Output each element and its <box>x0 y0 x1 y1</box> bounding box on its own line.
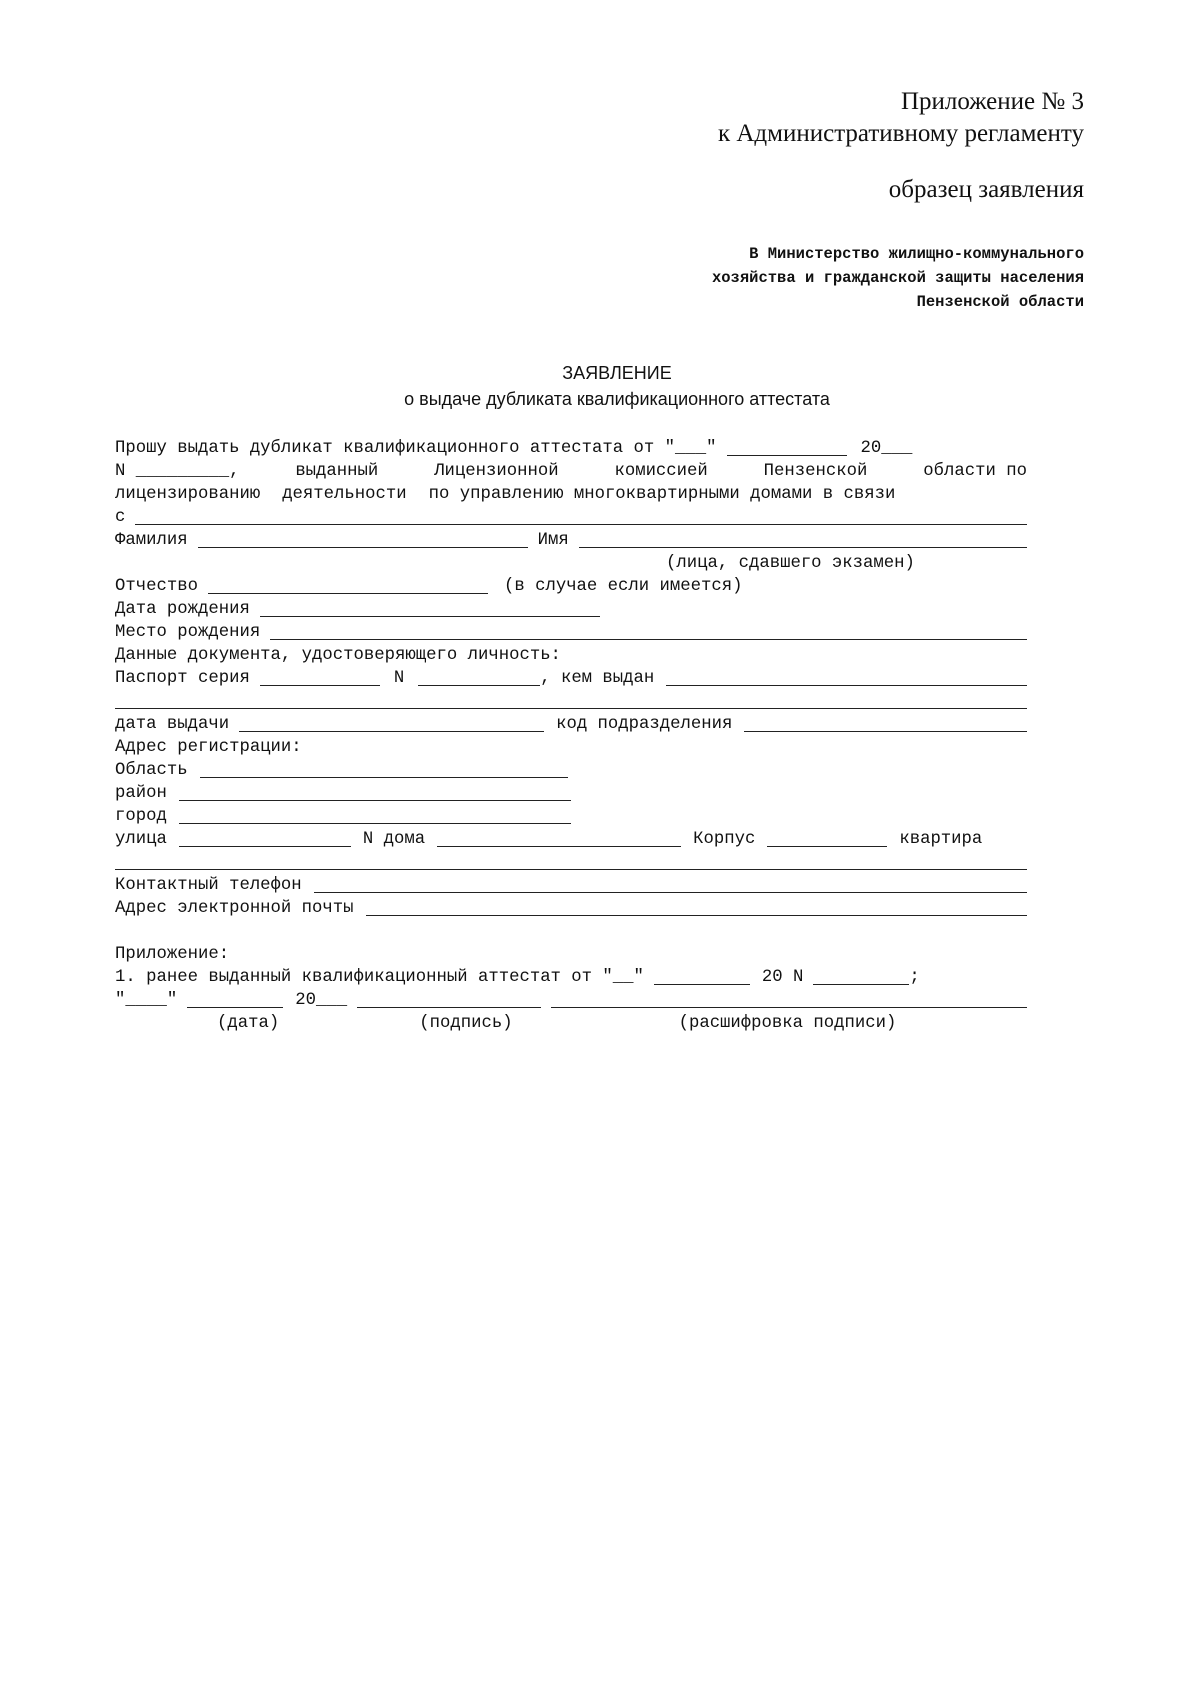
region-row <box>115 759 1027 782</box>
passport-series-label: Паспорт серия <box>115 669 250 688</box>
address-heading-row <box>115 736 1027 759</box>
signature-month-field[interactable] <box>187 990 283 1008</box>
phone-field[interactable] <box>314 875 1027 893</box>
request-text-1: Прошу выдать дубликат квалификационного аттестата от "___" <box>115 439 717 458</box>
issue-date-label: дата выдачи <box>115 715 230 734</box>
signature-decoding-field[interactable] <box>551 990 1027 1008</box>
apartment-field[interactable] <box>115 852 1027 870</box>
person-hint-row <box>115 552 1027 575</box>
request-reason-label: с <box>115 508 126 527</box>
attachment-year-number: 20 N <box>761 968 804 987</box>
attachment-item-end: ; <box>909 968 920 987</box>
birth-place-row <box>115 621 1027 644</box>
division-code-label: код подразделения <box>556 715 733 734</box>
person-hint: (лица, сдавшего экзамен) <box>666 554 915 573</box>
request-line-3 <box>115 483 1027 506</box>
attachment-number-field[interactable] <box>813 967 909 985</box>
name-label: Имя <box>537 531 569 550</box>
patronymic-field[interactable] <box>208 576 488 594</box>
district-field[interactable] <box>179 783 571 801</box>
surname-name-row <box>115 529 1027 552</box>
attestat-date-month-field[interactable] <box>727 438 847 456</box>
birth-date-field[interactable] <box>260 599 600 617</box>
document-title <box>0 360 1200 412</box>
request-word: области по <box>923 462 1027 481</box>
birth-place-label: Место рождения <box>115 623 261 642</box>
city-label: город <box>115 807 167 826</box>
region-label: Область <box>115 761 188 780</box>
signature-labels-row <box>115 1012 1027 1035</box>
identity-heading-row <box>115 644 1027 667</box>
signature-day: "____" <box>115 991 178 1010</box>
division-code-field[interactable] <box>744 714 1027 732</box>
city-field[interactable] <box>179 806 571 824</box>
attestat-number-field[interactable]: N _________, <box>115 462 240 481</box>
surname-field[interactable] <box>198 530 528 548</box>
district-label: район <box>115 784 167 803</box>
city-row <box>115 805 1027 828</box>
issue-date-field[interactable] <box>239 714 544 732</box>
attachment-item-row <box>115 966 1027 989</box>
building-label: Корпус <box>693 830 756 849</box>
label-decoding: (расшифровка подписи) <box>678 1014 897 1033</box>
phone-row <box>115 874 1027 897</box>
surname-label: Фамилия <box>115 531 188 550</box>
appendix-number: Приложение № 3 <box>900 88 1084 115</box>
title-main: ЗАЯВЛЕНИЕ <box>562 363 672 383</box>
request-year: 20___ <box>860 439 913 458</box>
request-line-4 <box>115 506 1027 529</box>
passport-series-field[interactable] <box>260 668 380 686</box>
issued-by-field[interactable] <box>666 668 1027 686</box>
addressee-line-3: Пензенской области <box>916 293 1084 311</box>
request-word: по управлению многоквартирными домами в связи <box>428 485 896 504</box>
issued-by-label: , кем выдан <box>540 669 655 688</box>
patronymic-row <box>115 575 1027 598</box>
name-field[interactable] <box>579 530 1027 548</box>
district-row <box>115 782 1027 805</box>
issue-date-row <box>115 713 1027 736</box>
house-field[interactable] <box>437 829 681 847</box>
attachment-heading-row <box>115 943 1027 966</box>
request-line-1 <box>115 437 1027 460</box>
addressee-block <box>712 242 1084 314</box>
passport-number-label: N <box>393 669 405 688</box>
address-heading: Адрес регистрации: <box>115 738 302 757</box>
request-line-2 <box>115 460 1027 483</box>
email-field[interactable] <box>366 898 1027 916</box>
identity-heading: Данные документа, удостоверяющего личность: <box>115 646 561 665</box>
attachment-item-text: 1. ранее выданный квалификационный аттестат от "__" <box>115 968 644 987</box>
street-label: улица <box>115 830 167 849</box>
sample-note: образец заявления <box>888 176 1084 203</box>
request-word: лицензированию <box>115 485 261 504</box>
email-label: Адрес электронной почты <box>115 899 354 918</box>
birth-date-row <box>115 598 1027 621</box>
spacer-row <box>115 920 1027 943</box>
request-reason-field[interactable] <box>135 507 1027 525</box>
attachment-heading: Приложение: <box>115 945 230 964</box>
signature-field[interactable] <box>357 990 541 1008</box>
email-row <box>115 897 1027 920</box>
patronymic-hint: (в случае если имеется) <box>503 577 743 596</box>
signature-row <box>115 989 1027 1012</box>
house-label: N дома <box>362 830 426 849</box>
attachment-month-field[interactable] <box>654 967 750 985</box>
passport-number-field[interactable] <box>418 668 540 686</box>
request-word: Лицензионной <box>434 462 559 481</box>
birth-date-label: Дата рождения <box>115 600 250 619</box>
phone-label: Контактный телефон <box>115 876 302 895</box>
apartment-continuation-row <box>115 851 1027 874</box>
request-word: выданный <box>295 462 379 481</box>
appendix-header <box>718 86 1084 206</box>
street-field[interactable] <box>179 829 351 847</box>
request-word: деятельности <box>282 485 407 504</box>
passport-row <box>115 667 1027 690</box>
patronymic-label: Отчество <box>115 577 198 596</box>
street-row <box>115 828 1027 851</box>
appendix-reference: к Административному регламенту <box>717 120 1084 147</box>
apartment-label: квартира <box>899 830 983 849</box>
addressee-line-2: хозяйства и гражданской защиты населения <box>711 269 1084 287</box>
label-date: (дата) <box>217 1014 280 1033</box>
request-word: комиссией <box>614 462 708 481</box>
building-field[interactable] <box>767 829 887 847</box>
region-field[interactable] <box>200 760 568 778</box>
issued-by-continuation-field[interactable] <box>115 691 1027 709</box>
request-word: Пензенской <box>763 462 868 481</box>
signature-year: 20___ <box>295 991 348 1010</box>
addressee-line-1: В Министерство жилищно-коммунального <box>749 245 1084 263</box>
issued-by-continuation-row <box>115 690 1027 713</box>
application-form <box>115 437 1027 1035</box>
label-signature: (подпись) <box>419 1014 513 1033</box>
birth-place-field[interactable] <box>270 622 1027 640</box>
title-subtitle: о выдаче дубликата квалификационного аттестата <box>404 389 830 409</box>
